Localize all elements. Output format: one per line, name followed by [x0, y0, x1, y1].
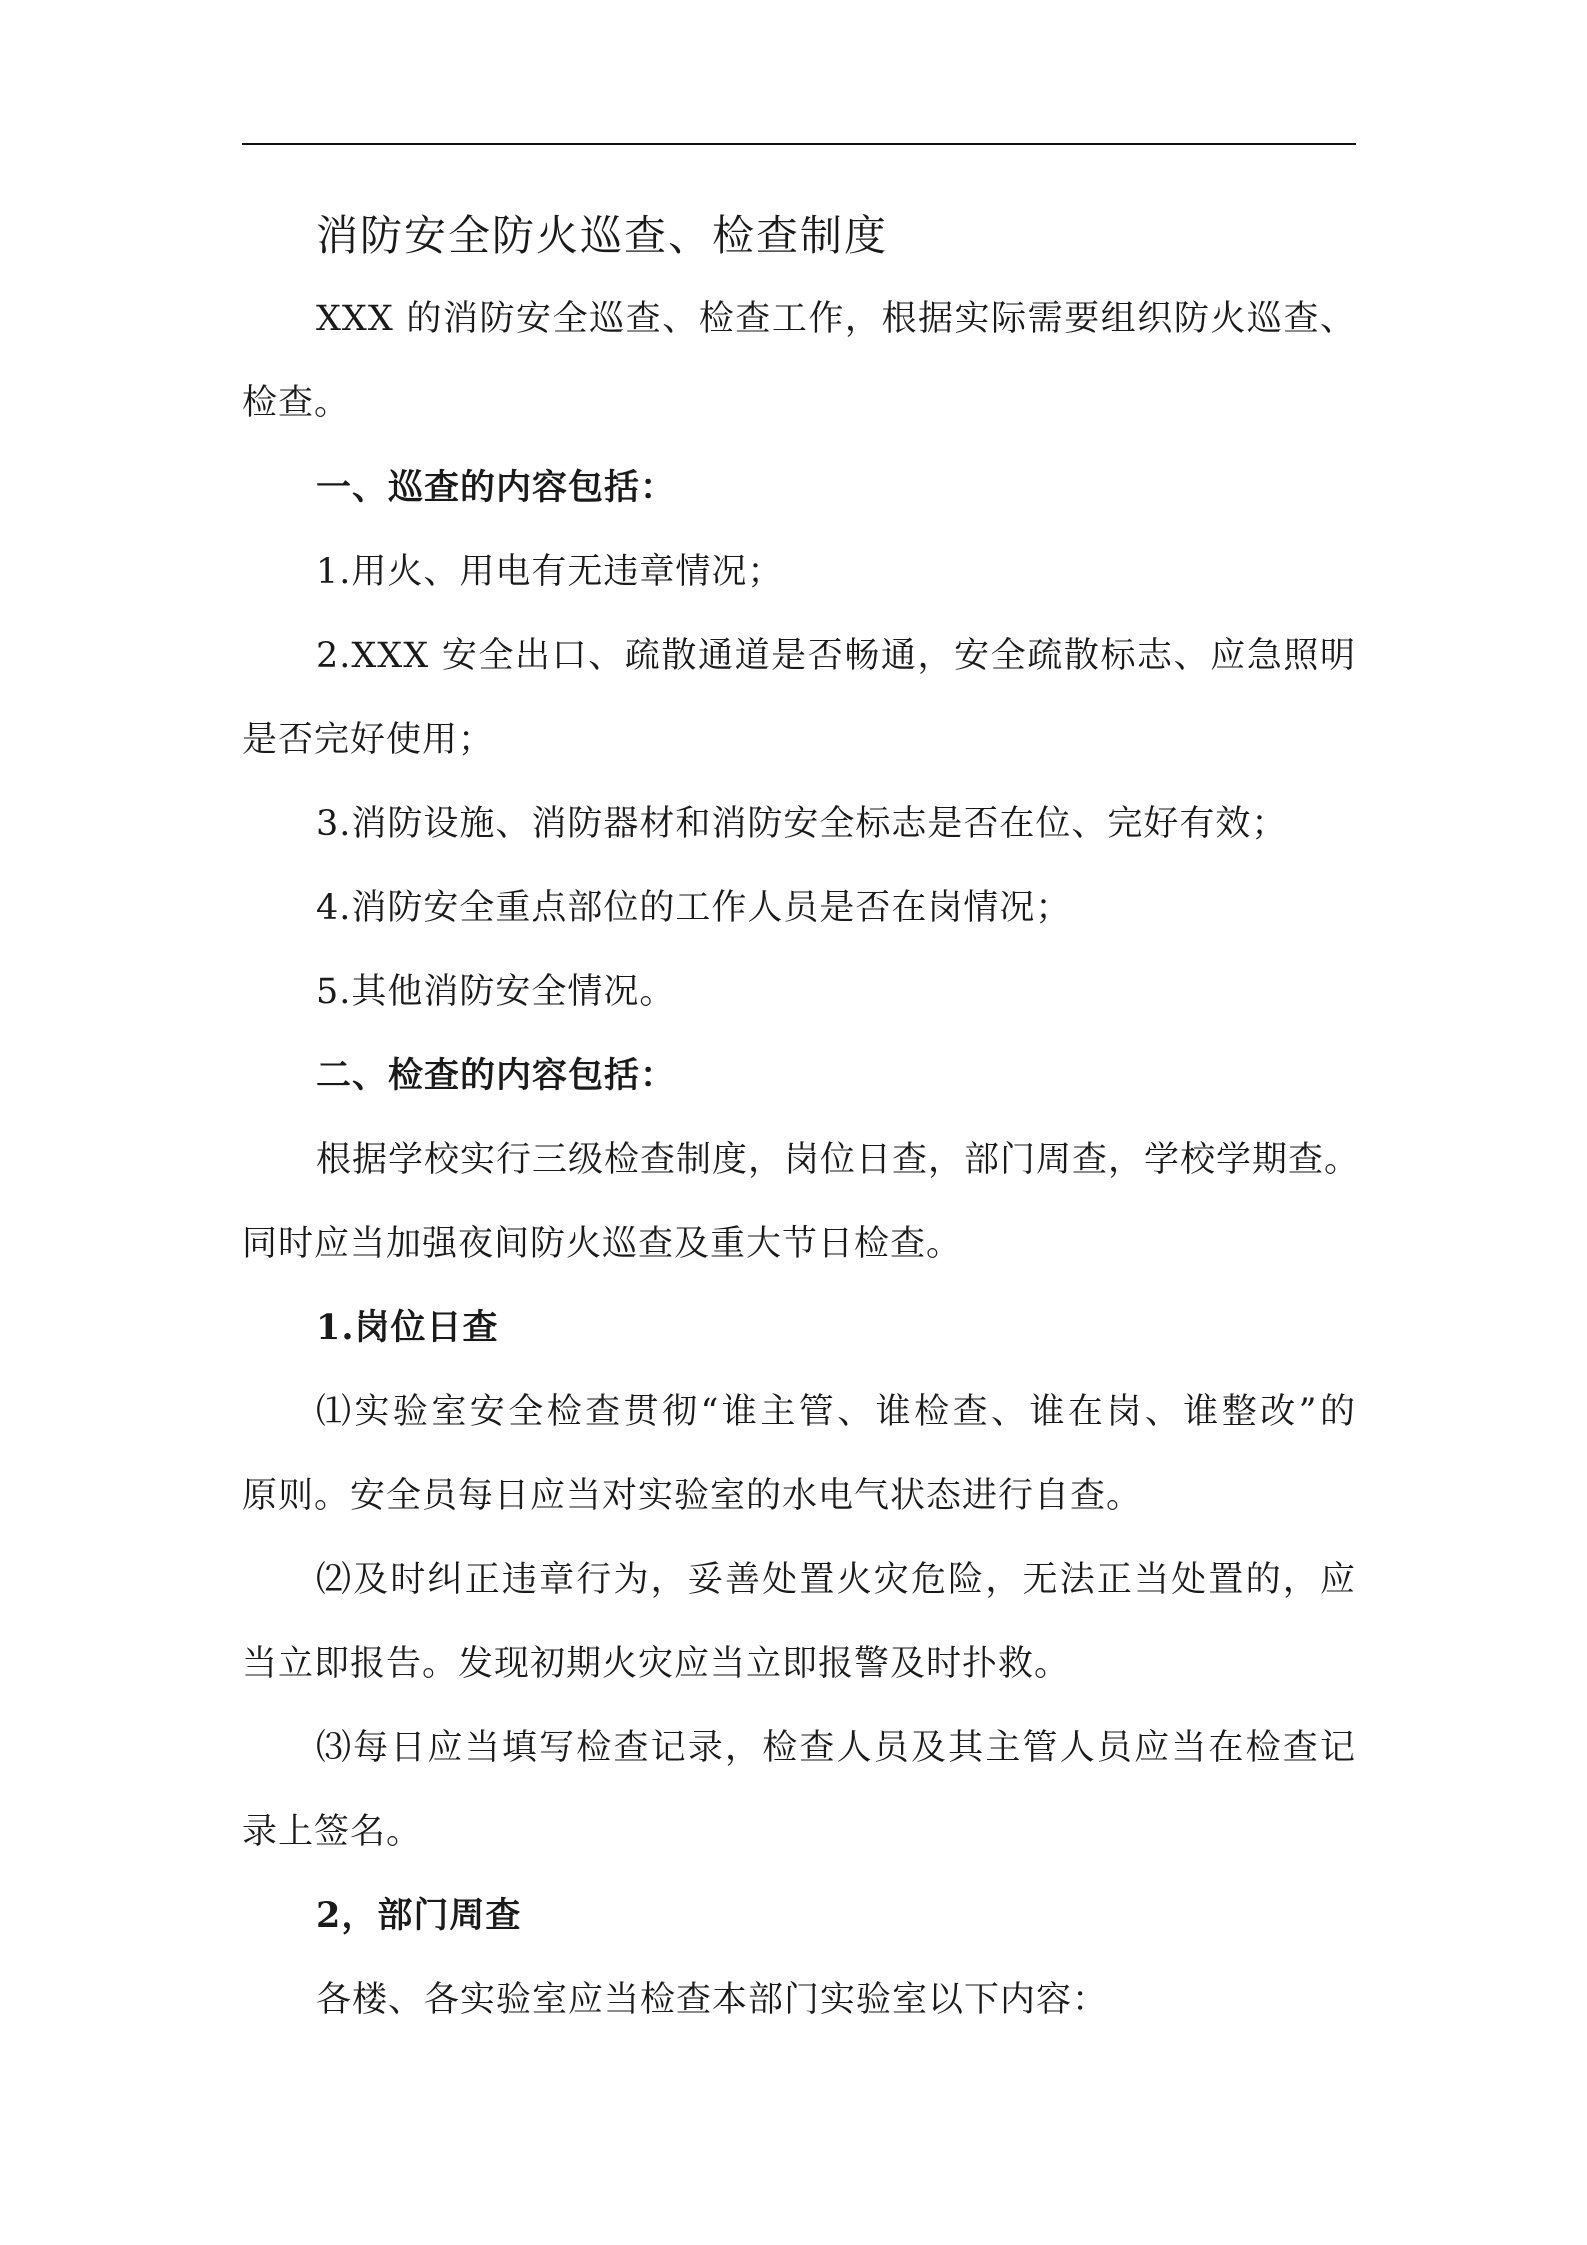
sub1-item-3-line-1: ⑶每日应当填写检查记录，检查人员及其主管人员应当在检查记: [316, 1728, 1356, 1768]
document-title: 消防安全防火巡查、检查制度: [316, 211, 889, 260]
header-rule: [242, 143, 1356, 145]
sub1-item-3-line-2: 录上签名。: [242, 1812, 423, 1852]
sub1-heading: 1.岗位日查: [316, 1307, 499, 1348]
patrol-item-5: 5.其他消防安全情况。: [316, 972, 676, 1012]
patrol-item-2-line-2: 是否完好使用；: [242, 720, 495, 760]
sub1-item-1-line-2: 原则。安全员每日应当对实验室的水电气状态进行自查。: [242, 1476, 1143, 1516]
sub1-item-2-line-1: ⑵及时纠正违章行为，妥善处置火灾危险，无法正当处置的，应: [316, 1560, 1356, 1600]
sub2-para: 各楼、各实验室应当检查本部门实验室以下内容：: [316, 1980, 1109, 2020]
patrol-item-4: 4.消防安全重点部位的工作人员是否在岗情况；: [316, 888, 1072, 928]
sub2-heading: 2，部门周查: [316, 1895, 522, 1936]
intro-line-1: XXX 的消防安全巡查、检查工作，根据实际需要组织防火巡查、: [316, 299, 1356, 339]
section2-heading: 二、检查的内容包括：: [316, 1055, 677, 1096]
patrol-item-2-line-1: 2.XXX 安全出口、疏散通道是否畅通，安全疏散标志、应急照明: [316, 636, 1356, 676]
patrol-item-1: 1.用火、用电有无违章情况；: [316, 552, 784, 592]
section2-para-line-1: 根据学校实行三级检查制度，岗位日查，部门周查，学校学期查。: [316, 1140, 1361, 1180]
sub1-item-2-line-2: 当立即报告。发现初期火灾应当立即报警及时扑救。: [242, 1644, 1071, 1684]
section2-para-line-2: 同时应当加强夜间防火巡查及重大节日检查。: [242, 1224, 963, 1264]
section1-heading: 一、巡查的内容包括：: [316, 467, 677, 508]
intro-line-2: 检查。: [242, 383, 351, 423]
sub1-item-1-line-1: ⑴实验室安全检查贯彻“谁主管、谁检查、谁在岗、谁整改”的: [316, 1392, 1356, 1432]
patrol-item-3: 3.消防设施、消防器材和消防安全标志是否在位、完好有效；: [316, 804, 1288, 844]
